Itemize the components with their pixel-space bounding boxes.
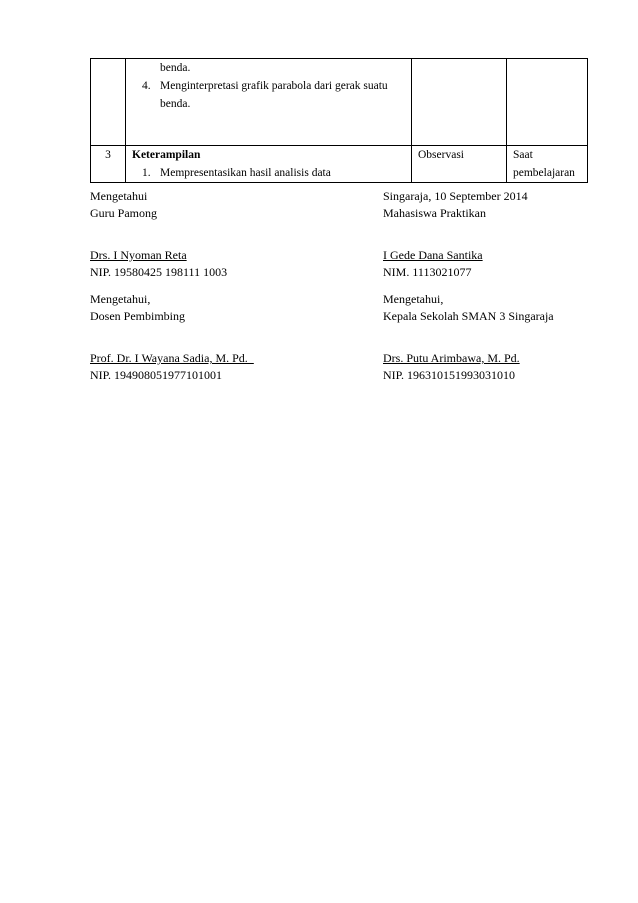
time-text-line2: pembelajaran xyxy=(513,167,575,179)
sig-line2: Dosen Pembimbing xyxy=(90,309,185,323)
signer-id: NIP. 194908051977101001 xyxy=(90,368,223,382)
technique-cell xyxy=(412,146,507,183)
signature-left-1-role xyxy=(90,188,157,222)
signature-right-1-role xyxy=(383,188,528,222)
signer-name: I Gede Dana Santika xyxy=(383,248,483,262)
sig-line1: Mengetahui, xyxy=(90,292,151,306)
signature-left-1-name xyxy=(90,247,227,281)
time-cell xyxy=(507,146,588,183)
sig-line2: Guru Pamong xyxy=(90,206,157,220)
assessment-table xyxy=(90,58,588,183)
indicator-continuation: benda. xyxy=(160,62,191,74)
row-number-cell xyxy=(91,59,126,146)
item-text: Menginterpretasi grafik parabola dari gerak suatu xyxy=(160,80,388,92)
row-number-cell xyxy=(91,146,126,183)
time-cell xyxy=(507,59,588,146)
signer-id: NIP. 196310151993031010 xyxy=(383,368,516,382)
indicator-cell xyxy=(126,59,412,146)
signer-name: Drs. I Nyoman Reta xyxy=(90,248,187,262)
sig-line2: Kepala Sekolah SMAN 3 Singaraja xyxy=(383,309,554,323)
indicator-item xyxy=(126,164,411,182)
table-row xyxy=(91,146,588,183)
sig-line2: Mahasiswa Praktikan xyxy=(383,206,486,220)
signature-right-1-name xyxy=(383,247,483,281)
sig-line1: Mengetahui, xyxy=(383,292,444,306)
sig-line1: Singaraja, 10 September 2014 xyxy=(383,189,528,203)
table-row xyxy=(91,59,588,146)
signature-right-2-name xyxy=(383,350,520,384)
item-number: 1. xyxy=(142,167,151,179)
signer-name: Drs. Putu Arimbawa, M. Pd. xyxy=(383,351,520,365)
technique-text: Observasi xyxy=(418,149,464,161)
item-number: 4. xyxy=(142,80,151,92)
signer-name: Prof. Dr. I Wayana Sadia, M. Pd. xyxy=(90,351,254,365)
time-text-line1: Saat xyxy=(513,149,533,161)
sig-line1: Mengetahui xyxy=(90,189,148,203)
indicator-item-continuation: benda. xyxy=(160,98,191,110)
indicator-item xyxy=(126,77,411,95)
signer-id: NIM. 1113021077 xyxy=(383,265,472,279)
signature-left-2-role xyxy=(90,291,185,325)
indicator-cell xyxy=(126,146,412,183)
technique-cell xyxy=(412,59,507,146)
signature-right-2-role xyxy=(383,291,554,325)
item-text: Mempresentasikan hasil analisis data xyxy=(160,167,331,179)
signature-left-2-name xyxy=(90,350,254,384)
section-heading: Keterampilan xyxy=(132,149,201,161)
row-number: 3 xyxy=(105,149,111,161)
signer-id: NIP. 19580425 198111 1003 xyxy=(90,265,228,279)
